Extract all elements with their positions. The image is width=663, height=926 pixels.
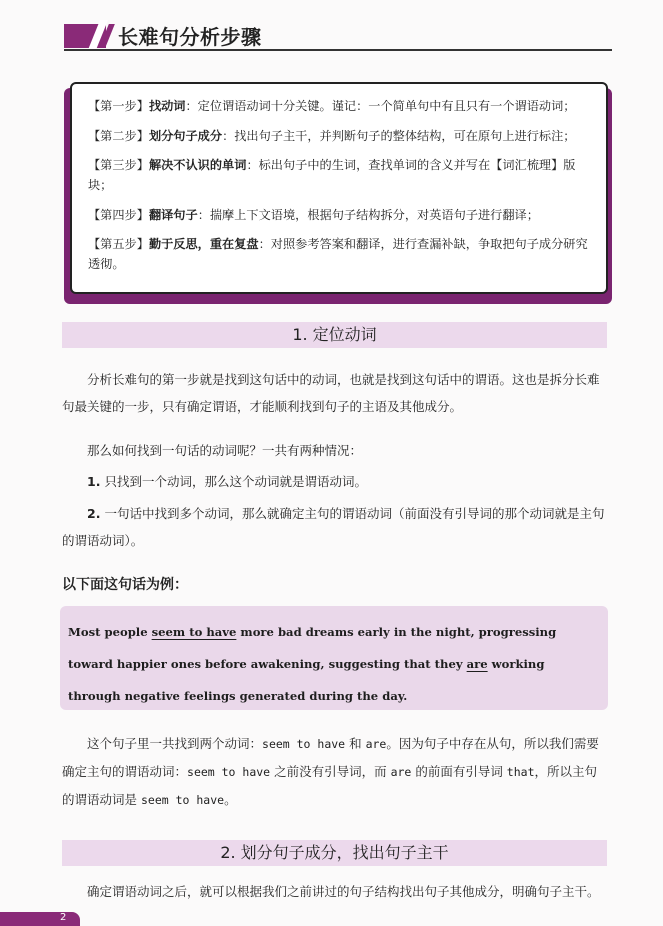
step-tag: 【第四步】 — [88, 207, 149, 222]
paragraph-question: 那么如何找到一句话的动词呢？一共有两种情况： — [87, 443, 363, 458]
step-text: ：揣摩上下文语境，根据句子结构拆分，对英语句子进行翻译； — [197, 207, 539, 222]
page-title: 长难句分析步骤 — [118, 25, 262, 49]
text: 和 — [345, 736, 366, 751]
step-tag: 【第二步】 — [88, 128, 149, 143]
text: 。 — [224, 792, 237, 807]
verb-inline: seem to have — [187, 765, 271, 779]
paragraph-intro: 分析长难句的第一步就是找到这句话中的动词，也就是找到这句话中的谓语。这也是拆分长难句最关键的一步，只有确定谓语，才能顺利找到句子的主语及其他成分。 — [62, 372, 600, 414]
example-sentence — [68, 616, 600, 712]
verb-inline: seem to have — [140, 793, 225, 807]
step-1 — [88, 96, 592, 116]
example-sentence-box — [60, 606, 608, 710]
section-title: 1. 定位动词 — [292, 325, 377, 344]
sentence-part: more bad dreams early in the night, progressing toward happier ones before awakening, suggesting that they — [68, 625, 557, 671]
step-tag: 【第一步】 — [88, 99, 149, 113]
paragraph-explanation — [62, 730, 608, 814]
verb-inline: are — [390, 765, 412, 779]
case-2 — [62, 500, 608, 554]
step-key: 翻译句子 — [148, 207, 198, 222]
step-text: ：定位谓语动词十分关键。谨记：一个简单句中有且只有一个谓语动词； — [185, 99, 576, 113]
step-key: 勤于反思，重在复盘 — [148, 237, 259, 251]
verb-inline: are — [365, 737, 387, 751]
case-number: 2. — [87, 506, 101, 521]
steps-box — [70, 82, 608, 294]
text: 之前没有引导词，而 — [270, 764, 391, 779]
step-text: ：对照参考答案和翻译，进行查漏补缺，争取把句子成分研究透彻。 — [88, 237, 588, 271]
example-title: 以下面这句话为例： — [62, 577, 188, 593]
footer-page-tab — [0, 912, 80, 926]
step-4 — [88, 205, 592, 225]
step-tag: 【第三步】 — [88, 158, 149, 172]
paragraph-section2: 确定谓语动词之后，就可以根据我们之前讲过的句子结构找出句子其他成分，明确句子主干。 — [87, 884, 600, 899]
text: 这个句子里一共找到两个动词： — [87, 736, 263, 751]
case-number: 1. — [87, 474, 101, 489]
header-divider — [64, 49, 612, 51]
text: ，所以主句的谓语动词是 — [62, 764, 598, 807]
verb-inline: seem to have — [262, 737, 346, 751]
text: 。因为句子中存在从句，所以我们需要确定主句的谓语动词： — [62, 736, 599, 779]
section-heading-1 — [62, 322, 607, 348]
step-2 — [88, 126, 592, 146]
section-heading-2 — [62, 840, 607, 866]
step-key: 找动词 — [148, 99, 186, 113]
page-number: 2 — [60, 912, 67, 923]
section-title: 2. 划分句子成分，找出句子主干 — [220, 843, 449, 862]
step-text: ：找出句子主干，并判断句子的整体结构，可在原句上进行标注； — [222, 128, 576, 143]
step-5 — [88, 234, 592, 274]
underlined-verb: are — [466, 657, 488, 671]
step-key: 划分句子成分 — [148, 128, 223, 143]
case-text: 只找到一个动词，那么这个动词就是谓语动词。 — [104, 474, 367, 489]
underlined-verb: seem to have — [151, 625, 237, 639]
sentence-part: working through negative feelings generated during the day. — [68, 657, 545, 703]
verb-inline: that — [506, 765, 535, 779]
page-header — [64, 20, 612, 54]
case-text: 一句话中找到多个动词，那么就确定主句的谓语动词（前面没有引导词的那个动词就是主句的谓语动词）。 — [62, 506, 605, 548]
step-key: 解决不认识的单词 — [148, 158, 247, 172]
case-1 — [62, 468, 608, 495]
step-3 — [88, 155, 592, 195]
sentence-part: Most people — [68, 625, 152, 639]
step-tag: 【第五步】 — [88, 237, 149, 251]
text: 的前面有引导词 — [411, 764, 507, 779]
step-text: ：标出句子中的生词，查找单词的含义并写在【词汇梳理】版块； — [88, 158, 576, 192]
